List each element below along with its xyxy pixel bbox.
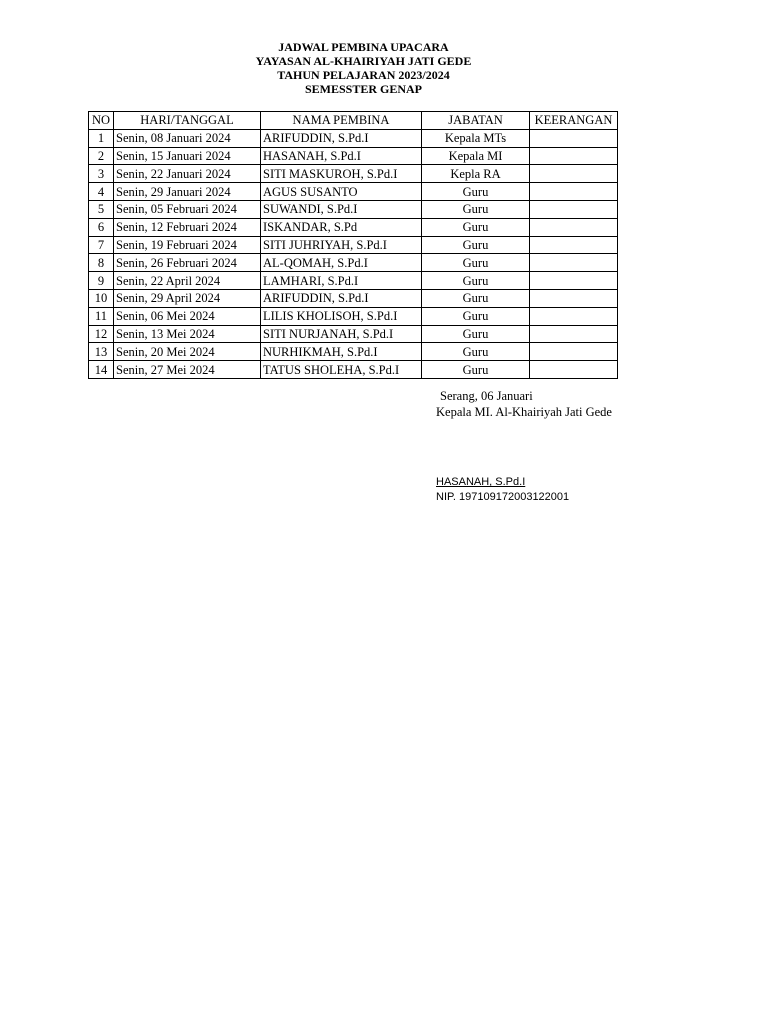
header-nama-pembina: NAMA PEMBINA bbox=[261, 112, 422, 130]
table-row bbox=[89, 129, 618, 147]
table-row bbox=[89, 236, 618, 254]
header-no: NO bbox=[89, 112, 114, 130]
signature-place-date: Serang, 06 Januari bbox=[440, 389, 533, 403]
header-hari-tanggal: HARI/TANGGAL bbox=[114, 112, 261, 130]
table-row bbox=[89, 218, 618, 236]
cell-nama-pembina: ARIFUDDIN, S.Pd.I bbox=[261, 129, 422, 147]
cell-nama-pembina: SITI JUHRIYAH, S.Pd.I bbox=[261, 236, 422, 254]
cell-jabatan: Guru bbox=[422, 200, 530, 218]
cell-no: 1 bbox=[89, 129, 114, 147]
cell-nama-pembina: AGUS SUSANTO bbox=[261, 183, 422, 201]
table-header-row bbox=[89, 112, 618, 130]
cell-hari-tanggal: Senin, 22 Januari 2024 bbox=[114, 165, 261, 183]
cell-jabatan: Guru bbox=[422, 236, 530, 254]
cell-no: 6 bbox=[89, 218, 114, 236]
cell-jabatan: Kepala MTs bbox=[422, 129, 530, 147]
cell-hari-tanggal: Senin, 19 Februari 2024 bbox=[114, 236, 261, 254]
table-row bbox=[89, 147, 618, 165]
title-line-4: SEMESSTER GENAP bbox=[304, 82, 423, 96]
cell-jabatan: Guru bbox=[422, 254, 530, 272]
cell-no: 7 bbox=[89, 236, 114, 254]
cell-nama-pembina: LILIS KHOLISOH, S.Pd.I bbox=[261, 307, 422, 325]
cell-hari-tanggal: Senin, 13 Mei 2024 bbox=[114, 325, 261, 343]
cell-hari-tanggal: Senin, 29 April 2024 bbox=[114, 289, 261, 307]
header-keterangan: KEERANGAN bbox=[530, 112, 618, 130]
cell-keterangan bbox=[530, 236, 618, 254]
cell-keterangan bbox=[530, 200, 618, 218]
cell-no: 13 bbox=[89, 343, 114, 361]
table-row bbox=[89, 289, 618, 307]
cell-no: 14 bbox=[89, 361, 114, 379]
cell-keterangan bbox=[530, 325, 618, 343]
table-body bbox=[89, 129, 618, 378]
cell-jabatan: Guru bbox=[422, 218, 530, 236]
cell-keterangan bbox=[530, 254, 618, 272]
table-row bbox=[89, 183, 618, 201]
cell-hari-tanggal: Senin, 29 Januari 2024 bbox=[114, 183, 261, 201]
title-line-2: YAYASAN AL-KHAIRIYAH JATI GEDE bbox=[255, 54, 472, 68]
cell-no: 9 bbox=[89, 272, 114, 290]
signature-name: HASANAH, S.Pd.I bbox=[436, 476, 526, 488]
cell-keterangan bbox=[530, 307, 618, 325]
cell-nama-pembina: SUWANDI, S.Pd.I bbox=[261, 200, 422, 218]
cell-jabatan: Guru bbox=[422, 325, 530, 343]
cell-no: 3 bbox=[89, 165, 114, 183]
cell-keterangan bbox=[530, 218, 618, 236]
cell-hari-tanggal: Senin, 06 Mei 2024 bbox=[114, 307, 261, 325]
cell-keterangan bbox=[530, 165, 618, 183]
cell-keterangan bbox=[530, 129, 618, 147]
cell-hari-tanggal: Senin, 15 Januari 2024 bbox=[114, 147, 261, 165]
cell-nama-pembina: AL-QOMAH, S.Pd.I bbox=[261, 254, 422, 272]
cell-nama-pembina: NURHIKMAH, S.Pd.I bbox=[261, 343, 422, 361]
table-row bbox=[89, 361, 618, 379]
cell-jabatan: Guru bbox=[422, 289, 530, 307]
cell-no: 4 bbox=[89, 183, 114, 201]
cell-hari-tanggal: Senin, 26 Februari 2024 bbox=[114, 254, 261, 272]
cell-jabatan: Kepala MI bbox=[422, 147, 530, 165]
cell-jabatan: Guru bbox=[422, 361, 530, 379]
cell-jabatan: Kepla RA bbox=[422, 165, 530, 183]
table-row bbox=[89, 343, 618, 361]
document-title bbox=[88, 40, 639, 96]
cell-keterangan bbox=[530, 361, 618, 379]
cell-nama-pembina: SITI NURJANAH, S.Pd.I bbox=[261, 325, 422, 343]
cell-nama-pembina: SITI MASKUROH, S.Pd.I bbox=[261, 165, 422, 183]
cell-jabatan: Guru bbox=[422, 343, 530, 361]
cell-no: 11 bbox=[89, 307, 114, 325]
table-row bbox=[89, 200, 618, 218]
cell-keterangan bbox=[530, 147, 618, 165]
schedule-table bbox=[88, 111, 618, 379]
table-row bbox=[89, 165, 618, 183]
cell-jabatan: Guru bbox=[422, 307, 530, 325]
cell-no: 8 bbox=[89, 254, 114, 272]
cell-hari-tanggal: Senin, 05 Februari 2024 bbox=[114, 200, 261, 218]
cell-keterangan bbox=[530, 289, 618, 307]
cell-keterangan bbox=[530, 272, 618, 290]
cell-keterangan bbox=[530, 183, 618, 201]
cell-jabatan: Guru bbox=[422, 183, 530, 201]
cell-no: 2 bbox=[89, 147, 114, 165]
cell-jabatan: Guru bbox=[422, 272, 530, 290]
cell-no: 10 bbox=[89, 289, 114, 307]
table-row bbox=[89, 254, 618, 272]
cell-hari-tanggal: Senin, 20 Mei 2024 bbox=[114, 343, 261, 361]
table-row bbox=[89, 325, 618, 343]
table-row bbox=[89, 272, 618, 290]
title-line-3: TAHUN PELAJARAN 2023/2024 bbox=[277, 68, 450, 82]
cell-nama-pembina: HASANAH, S.Pd.I bbox=[261, 147, 422, 165]
signature-role: Kepala MI. Al-Khairiyah Jati Gede bbox=[436, 405, 612, 419]
header-jabatan: JABATAN bbox=[422, 112, 530, 130]
title-line-1: JADWAL PEMBINA UPACARA bbox=[278, 40, 449, 54]
cell-hari-tanggal: Senin, 08 Januari 2024 bbox=[114, 129, 261, 147]
cell-hari-tanggal: Senin, 27 Mei 2024 bbox=[114, 361, 261, 379]
cell-nama-pembina: TATUS SHOLEHA, S.Pd.I bbox=[261, 361, 422, 379]
cell-keterangan bbox=[530, 343, 618, 361]
cell-hari-tanggal: Senin, 22 April 2024 bbox=[114, 272, 261, 290]
cell-nama-pembina: ISKANDAR, S.Pd bbox=[261, 218, 422, 236]
table-row bbox=[89, 307, 618, 325]
cell-nama-pembina: LAMHARI, S.Pd.I bbox=[261, 272, 422, 290]
cell-nama-pembina: ARIFUDDIN, S.Pd.I bbox=[261, 289, 422, 307]
signature-nip: NIP. 197109172003122001 bbox=[436, 491, 570, 503]
cell-no: 12 bbox=[89, 325, 114, 343]
cell-no: 5 bbox=[89, 200, 114, 218]
cell-hari-tanggal: Senin, 12 Februari 2024 bbox=[114, 218, 261, 236]
